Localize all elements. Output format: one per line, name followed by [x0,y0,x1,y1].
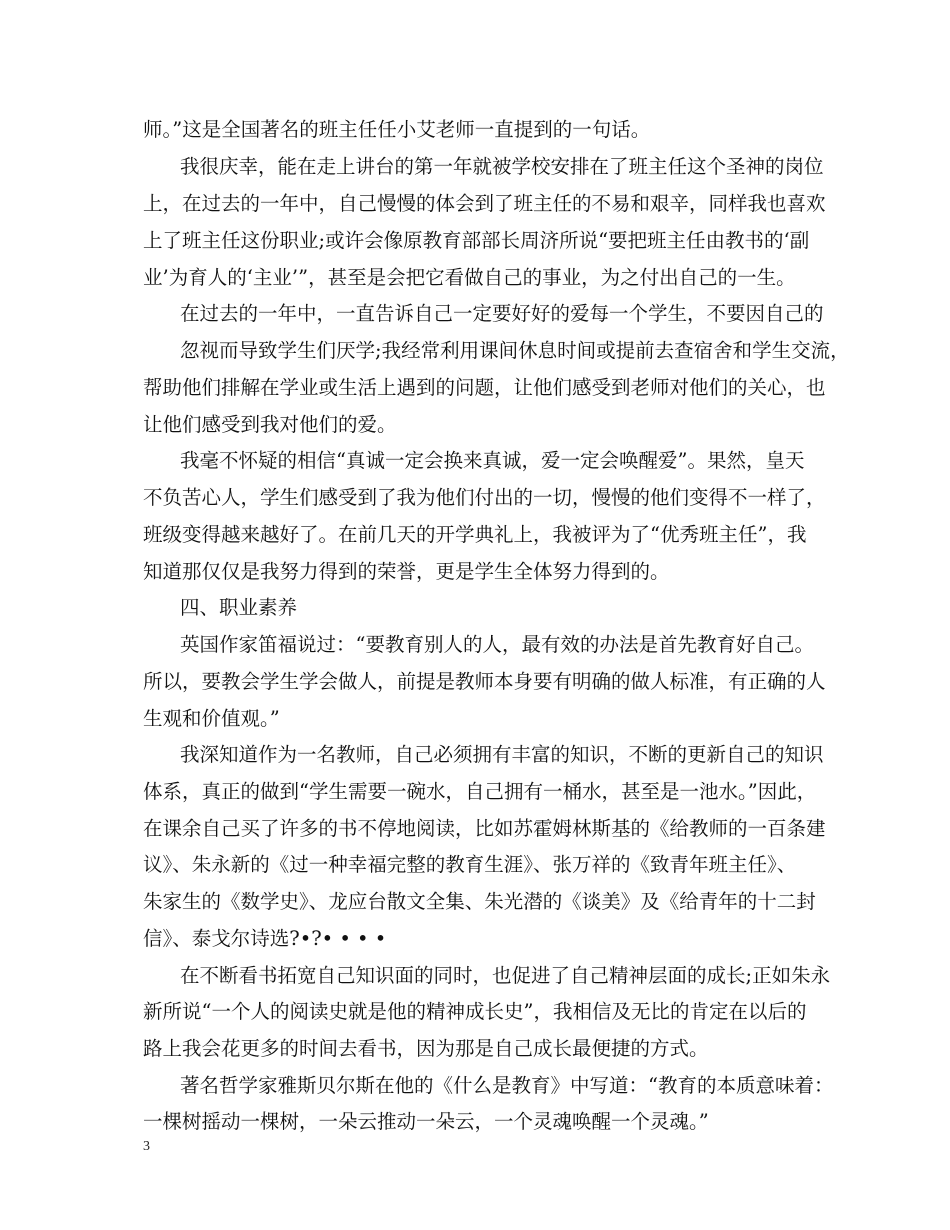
text-line: 在不断看书拓宽自己知识面的同时，也促进了自己精神层面的成长;正如朱永 [180,964,831,987]
text-line: 所以，要教会学生学会做人，前提是教师本身要有明确的做人标准，有正确的人 [143,670,826,693]
text-line: 帮助他们排解在学业或生活上遇到的问题，让他们感受到老师对他们的关心，也 [143,376,826,399]
text-line: 朱家生的《数学史》、龙应台散文全集、朱光潜的《谈美》及《给青年的十二封 [143,890,816,913]
text-line: 在过去的一年中，一直告诉自己一定要好好的爱每一个学生，不要因自己的 [180,302,824,325]
text-line: 在课余自己买了许多的书不停地阅读，比如苏霍姆林斯基的《给教师的一百条建 [143,817,826,840]
text-line: 我深知道作为一名教师，自己必须拥有丰富的知识，不断的更新自己的知识 [180,743,824,766]
text-line: 师。”这是全国著名的班主任任小艾老师一直提到的一句话。 [143,118,651,141]
text-line: 让他们感受到我对他们的爱。 [143,413,397,436]
text-line: 上了班主任这份职业;或许会像原教育部部长周济所说“要把班主任由教书的‘副 [143,229,810,252]
text-line: 班级变得越来越好了。在前几天的开学典礼上，我被评为了“优秀班主任”，我 [143,523,807,546]
text-line: 路上我会花更多的时间去看书，因为那是自己成长最便捷的方式。 [143,1037,709,1060]
text-line: 忽视而导致学生们厌学;我经常利用课间休息时间或提前去查宿舍和学生交流， [180,339,850,362]
text-line: 议》、朱永新的《过一种幸福完整的教育生涯》、张万祥的《致青年班主任》、 [143,853,797,876]
text-line: 生观和价值观。” [143,707,280,730]
text-line: 新所说“一个人的阅读史就是他的精神成长史”，我相信及无比的肯定在以后的 [143,1000,807,1023]
text-line: 英国作家笛福说过：“要教育别人的人，最有效的办法是首先教育好自己。 [180,633,814,656]
text-line: 我毫不怀疑的相信“真诚一定会换来真诚，爱一定会唤醒爱”。果然，皇天 [180,449,805,472]
text-line: 著名哲学家雅斯贝尔斯在他的《什么是教育》中写道：“教育的本质意味着： [180,1074,834,1097]
text-line: 一棵树摇动一棵树，一朵云推动一朵云，一个灵魂唤醒一个灵魂。” [143,1110,709,1133]
text-line: 知道那仅仅是我努力得到的荣誉，更是学生全体努力得到的。 [143,560,670,583]
text-line: 上，在过去的一年中，自己慢慢的体会到了班主任的不易和艰辛，同样我也喜欢 [143,192,826,215]
section-heading: 四、职业素养 [180,596,298,619]
text-line: 业’为育人的‘主业’”，甚至是会把它看做自己的事业，为之付出自己的一生。 [143,266,796,289]
text-line: 不负苦心人，学生们感受到了我为他们付出的一切，慢慢的他们变得不一样了， [143,486,826,509]
page-number: 3 [143,1139,150,1154]
text-line: 信》、泰戈尔诗选?•?• • • • [143,927,387,950]
text-line: 我很庆幸，能在走上讲台的第一年就被学校安排在了班主任这个圣神的岗位 [180,155,824,178]
text-line: 体系，真正的做到“学生需要一碗水，自己拥有一桶水，甚至是一池水。”因此， [143,780,817,803]
